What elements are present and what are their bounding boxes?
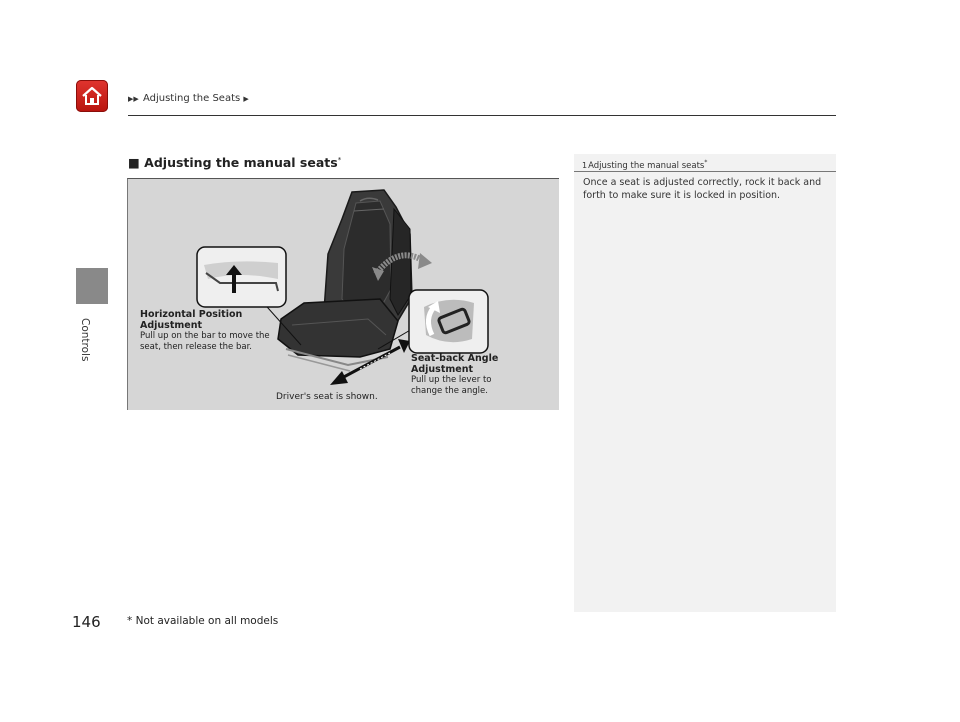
- callout-description: seat, then release the bar.: [140, 342, 253, 352]
- asterisk-mark: *: [337, 155, 342, 164]
- breadcrumb[interactable]: [128, 93, 250, 104]
- home-button[interactable]: [76, 80, 108, 112]
- figure-caption: Driver's seat is shown.: [276, 392, 378, 402]
- reference-marker: 1: [582, 160, 588, 170]
- breadcrumb-arrow-icon: ▶▶: [128, 95, 139, 103]
- callout-description: Pull up the lever to: [411, 375, 492, 385]
- breadcrumb-arrow-icon: ▶: [243, 95, 249, 103]
- section-marker: ■: [128, 155, 140, 170]
- section-heading: [128, 155, 341, 170]
- horizontal-adjustment-callout: [140, 309, 290, 353]
- footnote: * Not available on all models: [127, 615, 279, 627]
- asterisk-mark: *: [704, 159, 708, 166]
- note-body: Once a seat is adjusted correctly, rock it back and forth to make sure it is locked in position.: [583, 177, 822, 201]
- home-icon: [81, 85, 103, 107]
- callout-description: Pull up on the bar to move the: [140, 331, 270, 341]
- callout-title: Adjustment: [140, 320, 203, 331]
- note-divider: [574, 171, 836, 172]
- breadcrumb-link[interactable]: Adjusting the Seats: [142, 93, 241, 104]
- page-number: 146: [72, 613, 101, 631]
- section-title: Adjusting the manual seats: [144, 155, 338, 170]
- chapter-tab[interactable]: [76, 268, 108, 304]
- callout-title: Horizontal Position: [140, 309, 243, 320]
- callout-description: change the angle.: [411, 386, 488, 396]
- header-divider: [128, 115, 836, 116]
- chapter-tab-label: Controls: [79, 318, 91, 362]
- seatback-adjustment-callout: [411, 353, 521, 397]
- note-title-text: Adjusting the manual seats: [588, 160, 705, 171]
- callout-title: Seat-back Angle: [411, 353, 499, 364]
- callout-title: Adjustment: [411, 364, 474, 375]
- note-title[interactable]: [582, 159, 707, 171]
- note-box: [574, 154, 836, 612]
